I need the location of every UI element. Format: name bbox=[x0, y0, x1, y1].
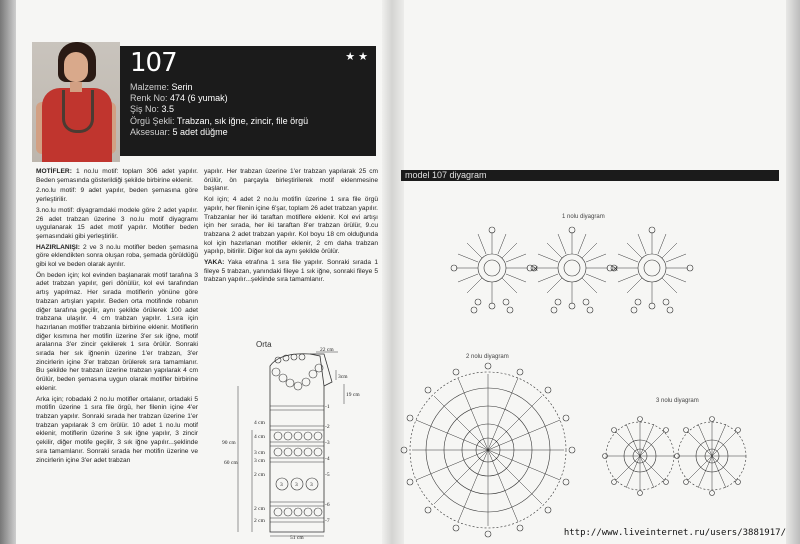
source-url: http://www.liveinternet.ru/users/3881917/ bbox=[563, 528, 786, 538]
svg-text:60 cm: 60 cm bbox=[224, 460, 238, 466]
svg-text:3: 3 bbox=[310, 482, 313, 488]
pattern-details bbox=[130, 82, 308, 138]
svg-text:90 cm: 90 cm bbox=[222, 440, 236, 446]
svg-text:22 cm: 22 cm bbox=[320, 347, 334, 353]
body-schema bbox=[220, 346, 380, 540]
diagram-1 bbox=[448, 224, 698, 324]
detail-accessory: Aksesuar: 5 adet düğme bbox=[130, 126, 228, 137]
diagram-2-label: 2 nolu diyagram bbox=[466, 354, 509, 360]
yaka-heading: YAKA: bbox=[204, 259, 225, 267]
instructions-column-2: yapılır. Her trabzan üzerine 1'er trabzan yapılarak 25 cm örülür, ön parçayla birleştirilerek motif eklenmesine başlanır. Kol için; 4 adet 2 no.lu motifin üzerine 1 sıra file örgü yapılır, her filenin içine 6'şar, toplam 26 adet trabzan yapılır. Trabzanlar her iki taraftan motiflere eklenir. Kol evi artışı için her sırada, her iki taraftan 8'er trabzan örülür, 9.cu trabzana 2 adet trabzan yapılır. Kol boyu 18 cm olduğunda kol için hazırlanan motifler eklenir, 2 cm daha trabzan yapılıp, bitirilir. Diğer kol da aynı şekilde örülür. YAKA: Yaka etrafına 1 sıra file yapılır. Sonraki sırada 1 fileye 5 trabzan, yanındaki fileye 1 sık iğne, sonraki fileye 5 trabzan yapılır...şeklinde sıra tamamlanır. bbox=[204, 168, 379, 284]
motifler-heading: MOTİFLER: bbox=[36, 168, 72, 175]
svg-text:-7: -7 bbox=[325, 518, 330, 524]
diagram-2 bbox=[398, 360, 578, 540]
detail-stitch: Örgü Şekli: Trabzan, sık iğne, zincir, file örgü bbox=[130, 115, 309, 126]
model-diagram-bar bbox=[401, 170, 779, 181]
svg-text:-2: -2 bbox=[325, 424, 330, 430]
svg-text:4 cm: 4 cm bbox=[254, 420, 265, 426]
schema-title: Orta bbox=[256, 340, 272, 349]
svg-text:51 cm: 51 cm bbox=[290, 535, 304, 540]
model-photo bbox=[32, 42, 120, 162]
svg-text:3 cm: 3 cm bbox=[254, 458, 265, 464]
svg-text:3: 3 bbox=[295, 482, 298, 488]
page-edge-left bbox=[0, 0, 16, 544]
svg-text:-5: -5 bbox=[325, 472, 330, 478]
diagram-3-label: 3 nolu diyagram bbox=[656, 398, 699, 404]
detail-color: Renk No: 474 (6 yumak) bbox=[130, 93, 228, 104]
pattern-header bbox=[120, 46, 376, 156]
diagram-3 bbox=[602, 414, 752, 500]
svg-text:-3: -3 bbox=[325, 440, 330, 446]
detail-material: Malzeme: Serin bbox=[130, 82, 193, 92]
svg-text:3cm: 3cm bbox=[338, 374, 348, 380]
svg-text:2 cm: 2 cm bbox=[254, 518, 265, 524]
svg-text:2 cm: 2 cm bbox=[254, 506, 265, 512]
difficulty-stars: ★ ★ bbox=[345, 51, 368, 63]
page-edge-right bbox=[786, 0, 800, 544]
pattern-number: 107 bbox=[130, 48, 177, 78]
svg-text:-1: -1 bbox=[325, 404, 330, 410]
instructions-column-1: MOTİFLER: 1 no.lu motif: toplam 306 adet yapılır. Beden şemasında gösterildiği şekilde birbirine eklenir. 2.no.lu motif: 9 adet yapılır, beden şemasına göre yerleştirilir. 3.no.lu motif: diyagramdaki modele göre 2 adet yapılır. 26 adet trabzan üzerine 3 no.lu motif diyagramı uygulanarak 15 adet motif yapılır. Motifler beden şemasındaki gibi yerleştirilir. HAZIRLANIŞI: 2 ve 3 no.lu motifler beden şemasına göre eklendikten sonra oluşan roba, şemada görüldüğü gibi kol ve beden olarak ayrılır. Ön beden için; kol evinden başlanarak motif tarafına 3 adet trabzan yapılır, geri dönülür, kol evi tarafından artış yapılmaz. Her sırada motiflerin yönüne göre trabzan artışları yapılır. Beden orta motifinde robanın diğer tarafına geçilir, aynı şekilde örülerek 100 adet trabzana ulaşılır. 4 cm trabzan yapılır. 1.sıra için hazırlanan motifler trabzanla birbirine eklenir. Motiflerin diğer kısmına her motifin üzerine 3'er sık iğne, motif aralarına 3'er zincir çekilerek 1 sıra örülür. Sonraki sırada her sık iğnenin üzerine 1'er trabzan, 3'er zincirlerin içine 3'er trabzan örülerek sıra tamamlanır. Bu şekilde her trabzan üzerine trabzan yapılarak 4 cm örülür, beden şemasına uygun olarak motifler birbirine eklenir. Arka için; robadaki 2 no.lu motifler ortalanır, ortadaki 5 motifin üzerine 1 sıra file örgü, her filenin içine 4'er trabzan yapılır. Sonraki sırada her trabzan üzerine 1'er trabzan yapılarak 3 cm örülür. 10 adet 1 no.lu motif eklenir, motiflerin üzerine 3 sık iğne yapılır, 3 zincir çekilir, diğer motife geçilir, 3 sık iğne yapılır...şeklinde sıra tamamlanır. Sonraki sırada her motifin üzerine ve zincirlerin içine 3'er adet trabzan bbox=[36, 168, 198, 464]
svg-text:-4: -4 bbox=[325, 456, 330, 462]
svg-text:4 cm: 4 cm bbox=[254, 434, 265, 440]
svg-text:×: × bbox=[612, 264, 619, 273]
detail-needle: Şiş No: 3.5 bbox=[130, 104, 175, 115]
svg-text:3 cm: 3 cm bbox=[254, 450, 265, 456]
svg-text:19 cm: 19 cm bbox=[346, 392, 360, 398]
svg-text:3: 3 bbox=[280, 482, 283, 488]
diagram-1-label: 1 nolu diyagram bbox=[562, 214, 605, 220]
model-diagram-title: model 107 diyagram bbox=[405, 170, 487, 180]
svg-text:×: × bbox=[532, 264, 539, 273]
svg-text:-6: -6 bbox=[325, 502, 330, 508]
hazirlanisi-heading: HAZIRLANIŞI: bbox=[36, 243, 80, 251]
svg-text:2 cm: 2 cm bbox=[254, 472, 265, 478]
